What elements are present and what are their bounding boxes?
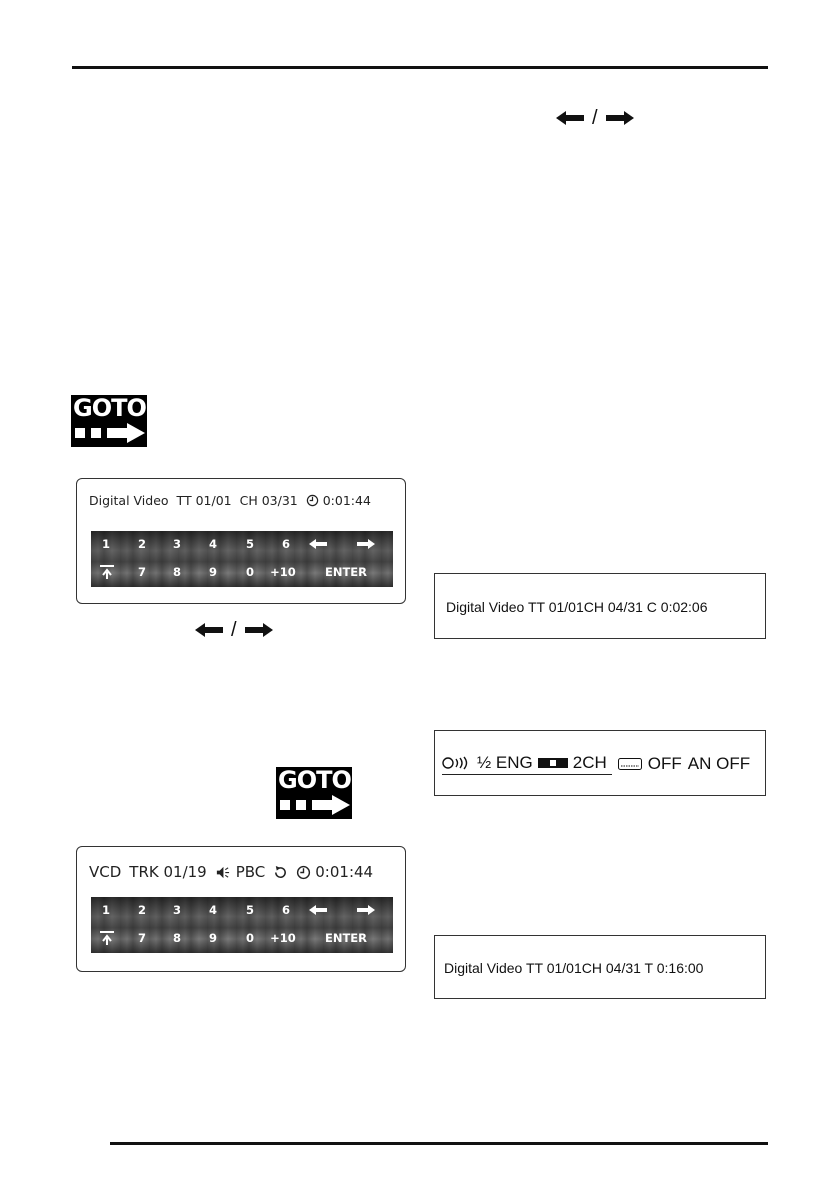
dvd-status-line [89, 493, 379, 508]
clock-icon [296, 865, 311, 880]
angle-state: AN OFF [687, 754, 751, 773]
key-1[interactable]: 1 [101, 903, 110, 917]
footer-rule [110, 1142, 768, 1145]
key-4[interactable]: 4 [208, 903, 217, 917]
key-2[interactable]: 2 [137, 537, 146, 551]
subtitle-icon [618, 758, 642, 770]
arrow-separator: / [231, 619, 237, 641]
vcd-keypad [91, 897, 393, 953]
key-plus10[interactable]: +10 [270, 565, 296, 579]
dvd-keypad [91, 531, 393, 587]
audio-language: ½ ENG [477, 753, 533, 772]
key-1[interactable]: 1 [101, 537, 110, 551]
display-text: Digital Video TT 01/01CH 04/31 T 0:16:00 [444, 960, 704, 976]
chapter-counter: CH 03/31 [239, 493, 298, 508]
audio-channel-group [442, 753, 612, 775]
left-right-arrow-pair [556, 108, 634, 128]
audio-subtitle-line [442, 753, 756, 775]
key-3[interactable]: 3 [172, 537, 181, 551]
key-5[interactable]: 5 [245, 903, 254, 917]
vcd-status-line [89, 863, 381, 881]
key-9[interactable]: 9 [208, 565, 217, 579]
display-box-title-time [434, 935, 766, 999]
left-arrow-icon [556, 111, 584, 125]
audio-icon [215, 865, 230, 880]
goto-icon: GOTO [71, 395, 147, 447]
key-6[interactable]: 6 [281, 903, 290, 917]
audio-channels: 2CH [572, 753, 607, 772]
audio-track-icon [442, 756, 472, 770]
dvd-osd-panel [76, 478, 406, 604]
key-8[interactable]: 8 [172, 931, 181, 945]
key-7[interactable]: 7 [137, 565, 146, 579]
right-arrow-icon [606, 111, 634, 125]
vcd-osd-panel [76, 846, 406, 972]
key-7[interactable]: 7 [137, 931, 146, 945]
key-3[interactable]: 3 [172, 903, 181, 917]
key-right-arrow-icon[interactable] [357, 539, 375, 549]
goto-arrow-icon [276, 794, 352, 818]
disc-type: Digital Video [89, 493, 169, 508]
key-2[interactable]: 2 [137, 903, 146, 917]
track-counter: TRK 01/19 [129, 863, 207, 881]
key-0[interactable]: 0 [245, 565, 254, 579]
key-right-arrow-icon[interactable] [357, 905, 375, 915]
key-0[interactable]: 0 [245, 931, 254, 945]
arrow-separator: / [592, 107, 598, 129]
key-plus10[interactable]: +10 [270, 931, 296, 945]
subtitle-state: OFF [647, 754, 682, 773]
pbc-label: PBC [235, 863, 266, 881]
key-8[interactable]: 8 [172, 565, 181, 579]
key-5[interactable]: 5 [245, 537, 254, 551]
goto-arrow-icon [71, 422, 147, 446]
header-rule [72, 66, 768, 69]
goto-icon: GOTO [276, 767, 352, 819]
key-left-arrow-icon[interactable] [309, 539, 327, 549]
left-right-arrow-pair-2 [195, 620, 273, 640]
key-4[interactable]: 4 [208, 537, 217, 551]
disc-type: VCD [89, 863, 122, 881]
return-icon[interactable] [99, 564, 115, 580]
display-box-audio-subtitle [434, 730, 766, 796]
key-enter[interactable]: ENTER [324, 565, 368, 579]
title-counter: TT 01/01 [176, 493, 232, 508]
left-arrow-icon [195, 623, 223, 637]
clock-icon [306, 494, 319, 507]
right-arrow-icon [245, 623, 273, 637]
display-text: Digital Video TT 01/01CH 04/31 C 0:02:06 [446, 599, 708, 615]
key-left-arrow-icon[interactable] [309, 905, 327, 915]
return-icon[interactable] [99, 930, 115, 946]
display-box-chapter-time [434, 573, 766, 639]
repeat-icon [273, 865, 288, 880]
key-6[interactable]: 6 [281, 537, 290, 551]
key-9[interactable]: 9 [208, 931, 217, 945]
elapsed-time: 0:01:44 [315, 863, 374, 881]
elapsed-time: 0:01:44 [322, 493, 371, 508]
channel-icon [538, 757, 568, 769]
key-enter[interactable]: ENTER [324, 931, 368, 945]
